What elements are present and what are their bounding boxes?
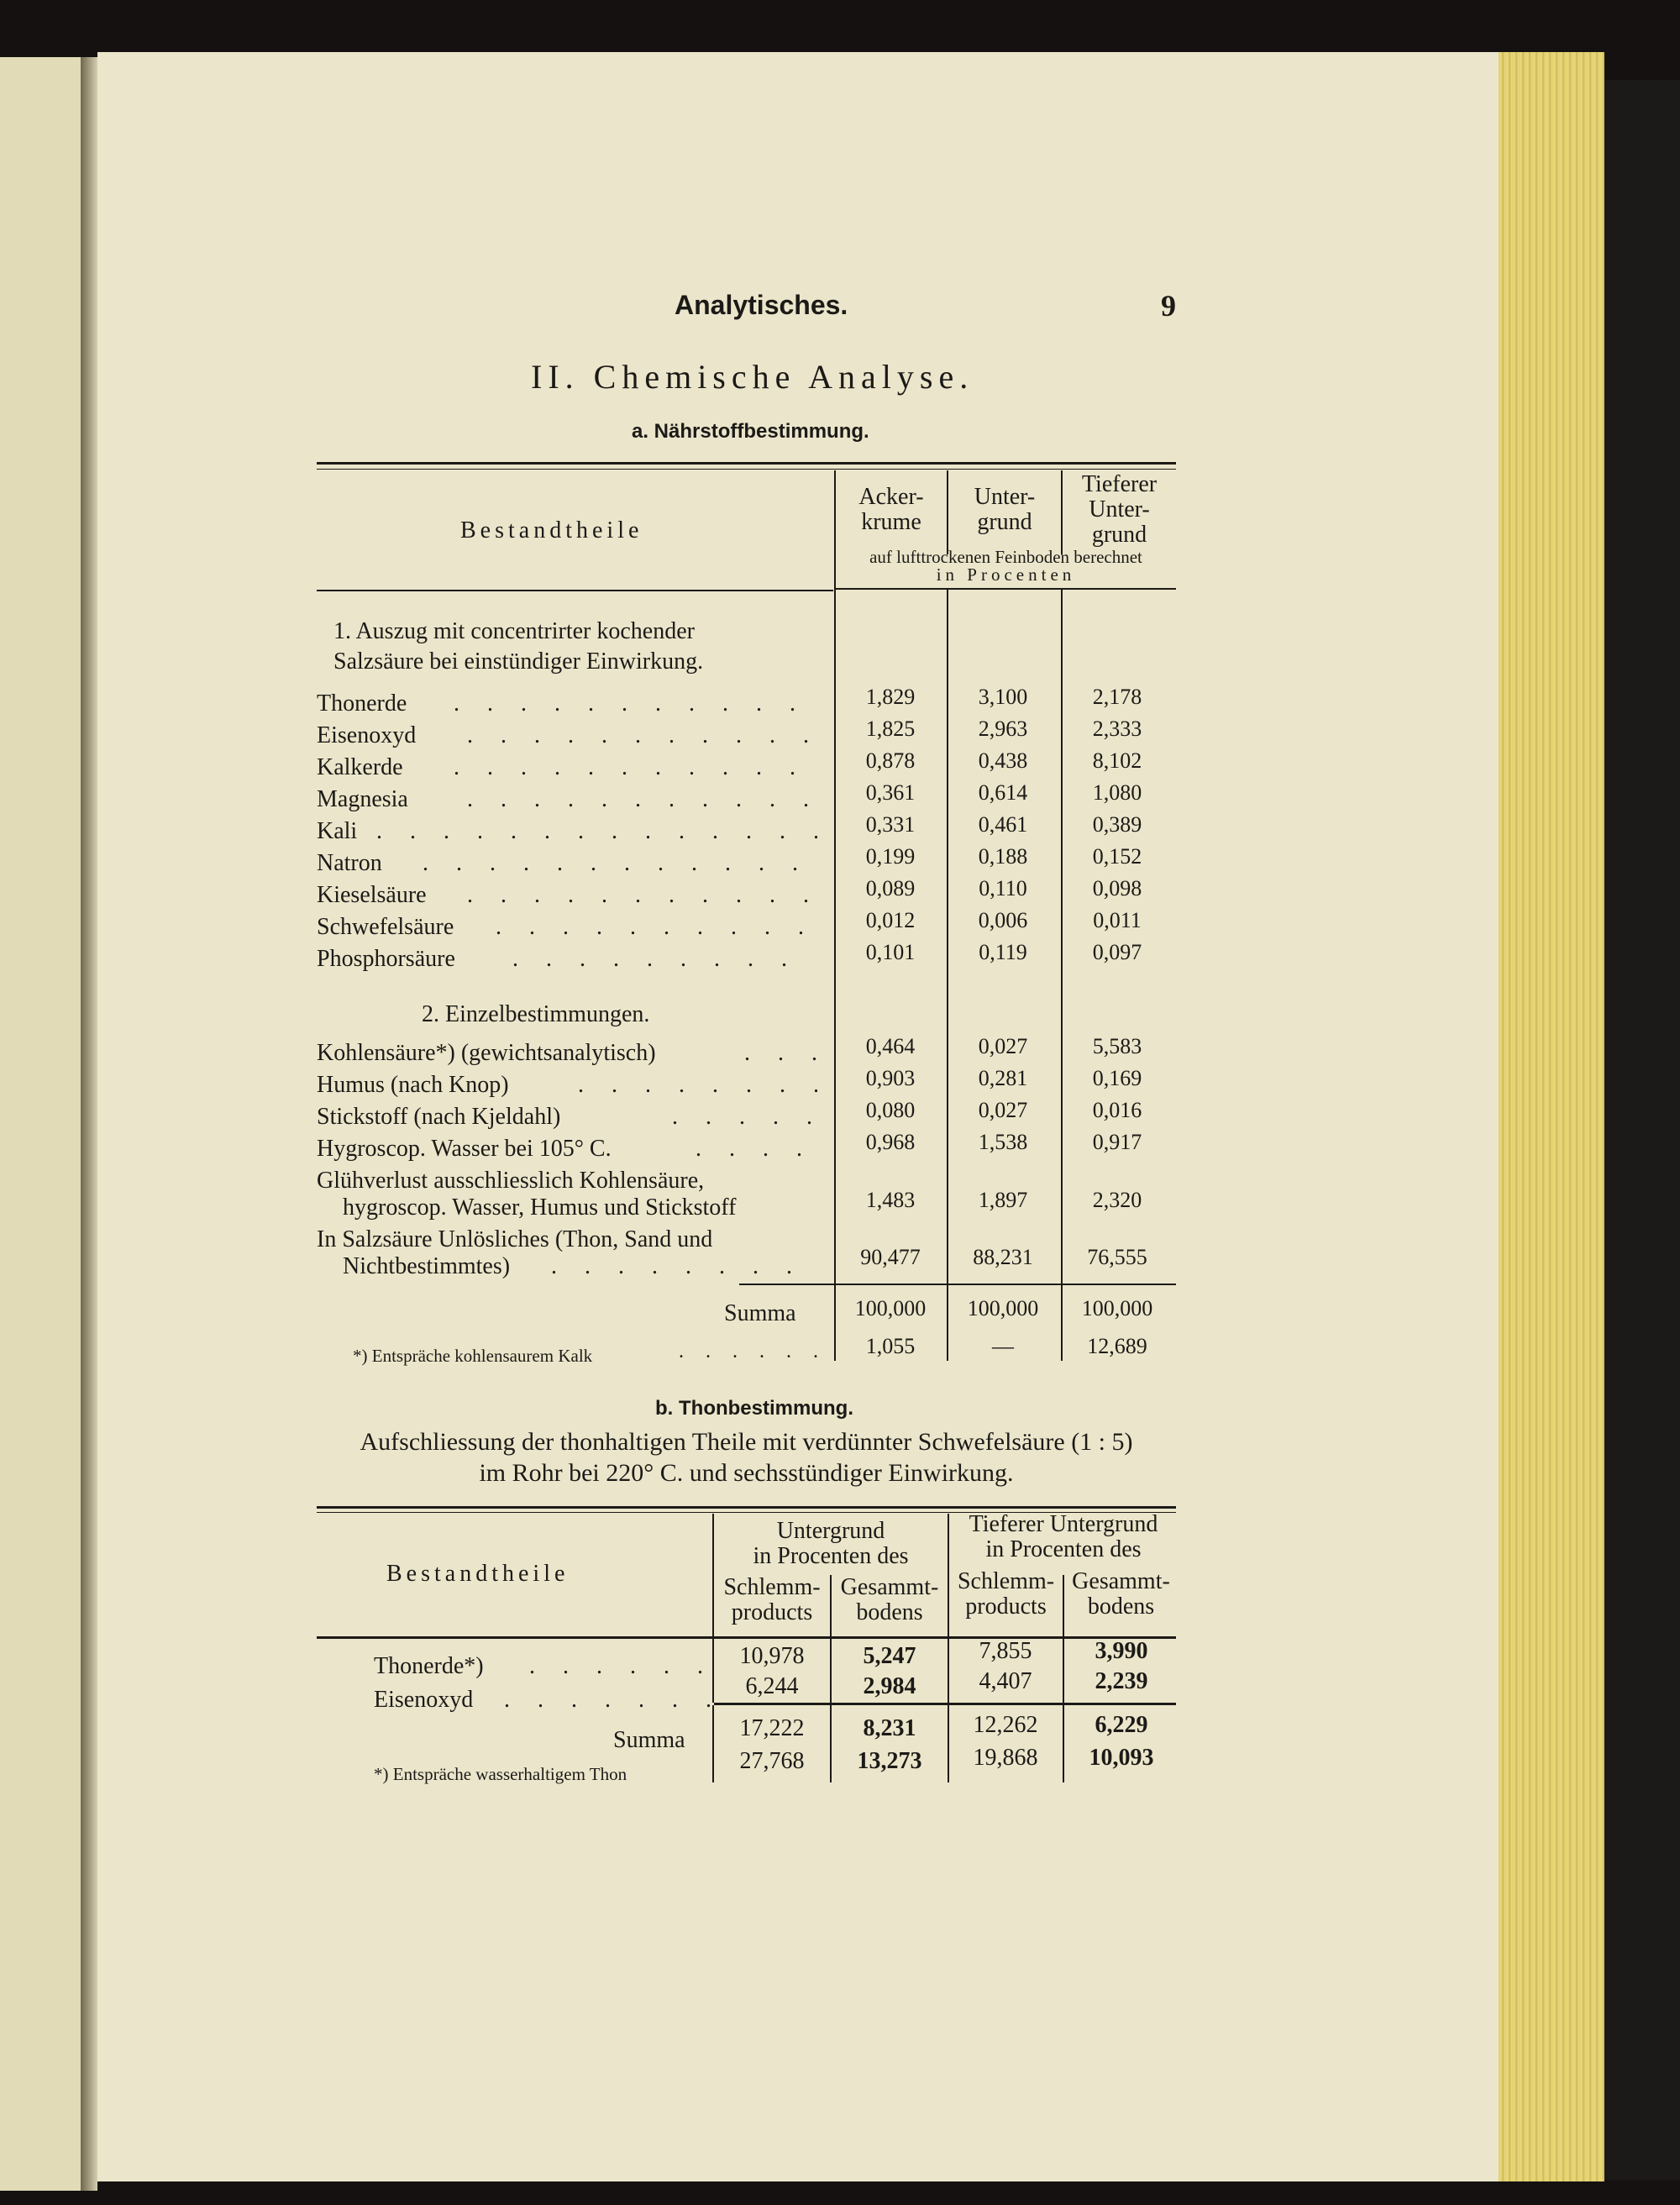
value-cell: 88,231: [973, 1245, 1033, 1269]
value-cell: 0,461: [978, 812, 1028, 837]
value-cell: 7,855: [979, 1638, 1032, 1664]
value-cell: 0,027: [978, 1034, 1028, 1058]
row-label-cont: hygroscop. Wasser, Humus und Stickstoff: [343, 1194, 737, 1221]
summa-value: 100,000: [854, 1296, 927, 1320]
value-cell: 0,152: [1092, 844, 1142, 869]
leader-dots: . . . . . . . . . . .: [454, 690, 806, 717]
book-cover: [1604, 80, 1680, 2180]
summa-value: 8,231: [863, 1715, 916, 1741]
row-label: Eisenoxyd: [374, 1687, 474, 1713]
leader-dots: . . . . .: [672, 1104, 823, 1130]
value-cell: 0,188: [978, 844, 1028, 869]
value-cell: 2,239: [1095, 1668, 1148, 1694]
table-b-summa-rule: [714, 1703, 1176, 1705]
leader-dots: . . . . . . . . . . .: [467, 722, 820, 748]
group1-heading-line1: 1. Auszug mit concentrirter kochender: [333, 618, 695, 644]
summa-label: Summa: [724, 1300, 796, 1326]
leader-dots: . . . . . . . . . . .: [467, 882, 820, 908]
value-cell: 76,555: [1087, 1245, 1147, 1269]
table-b-sub2-header: [832, 1575, 948, 1625]
summa-value: 12,262: [973, 1712, 1038, 1738]
row-label: Phosphorsäure: [317, 946, 455, 972]
group1-line1: Untergrund: [776, 1518, 885, 1544]
table-a-basis-line2: in Procenten: [936, 564, 1076, 585]
footnote-b-label: *) Entspräche wasserhaltigem Thon: [374, 1764, 627, 1784]
value-cell: 0,089: [865, 876, 916, 900]
value-cell: 0,903: [865, 1066, 916, 1090]
value-cell: 3,100: [978, 685, 1028, 709]
section-b-intro-line2: im Rohr bei 220° C. und sechsstündiger Einwirkung.: [479, 1459, 1014, 1487]
row-label: Glühverlust ausschliesslich Kohlensäure,: [317, 1168, 705, 1194]
footnote-value: 27,768: [739, 1748, 805, 1774]
row-label: Thonerde*): [374, 1653, 484, 1679]
col2-line2: grund: [977, 509, 1032, 535]
row-label-cont: Nichtbestimmtes): [343, 1253, 511, 1279]
summa-value: 6,229: [1095, 1712, 1148, 1738]
leader-dots: . . . .: [696, 1136, 813, 1162]
value-cell: 0,438: [978, 748, 1028, 773]
sub4-line2: bodens: [1087, 1593, 1155, 1620]
row-label: In Salzsäure Unlösliches (Thon, Sand und: [317, 1226, 713, 1252]
leader-dots: . . . . . . . . . . .: [467, 786, 820, 812]
value-cell: 2,178: [1092, 685, 1142, 709]
leader-dots: . . . . . . . . .: [512, 946, 798, 972]
table-a-col3-header: [1063, 472, 1176, 548]
running-head-title: Analytisches.: [675, 290, 848, 320]
leader-dots: . . . . . . .: [504, 1687, 722, 1713]
section-b-title: b. Thonbestimmung.: [655, 1397, 853, 1420]
sub3-line2: products: [965, 1593, 1047, 1620]
value-cell: 2,984: [863, 1673, 916, 1699]
table-a-top-rule-thin: [317, 469, 1176, 470]
value-cell: 1,829: [865, 685, 916, 709]
leader-dots: . . .: [744, 1040, 828, 1066]
table-b-sub3-header: [949, 1569, 1063, 1620]
leader-dots: . . . . . . . .: [551, 1253, 803, 1279]
row-label: Thonerde: [317, 690, 407, 717]
footnote-value: 19,868: [973, 1745, 1038, 1771]
value-cell: 0,012: [865, 908, 916, 932]
table-b-sub4-header: [1064, 1569, 1178, 1620]
left-page-edge: [0, 57, 87, 2191]
summa-value: 100,000: [1081, 1296, 1153, 1320]
table-a-col1-header: [836, 485, 947, 535]
value-cell: 0,331: [865, 812, 916, 837]
value-cell: 0,614: [978, 780, 1028, 805]
value-cell: 90,477: [860, 1245, 921, 1269]
gutter-shadow: [81, 57, 97, 2191]
table-a-summa-rule: [739, 1284, 1176, 1285]
summa-value: 100,000: [967, 1296, 1039, 1320]
page-block-edge: [1499, 52, 1604, 2181]
table-b-group2-header: [949, 1512, 1178, 1562]
footnote-value: 13,273: [857, 1748, 922, 1774]
table-b-rowhead: Bestandtheile: [386, 1561, 570, 1587]
col2-line1: Unter-: [974, 484, 1036, 510]
value-cell: 0,006: [978, 908, 1028, 932]
sub2-line1: Gesammt-: [840, 1574, 939, 1600]
sub3-line1: Schlemm-: [957, 1568, 1055, 1594]
value-cell: 0,110: [979, 876, 1027, 900]
leader-dots: . . . . . .: [529, 1653, 714, 1679]
row-label: Eisenoxyd: [317, 722, 417, 748]
footnote-value: 1,055: [865, 1334, 916, 1358]
group1-heading-line2: Salzsäure bei einstündiger Einwirkung.: [333, 648, 704, 675]
group2-line1: Tieferer Untergrund: [969, 1511, 1158, 1537]
table-b-col-divider-1-summa: [712, 1705, 714, 1782]
value-cell: 1,825: [865, 717, 916, 741]
table-a-top-rule: [317, 462, 1176, 465]
row-label: Natron: [317, 850, 382, 876]
leader-dots: . . . . . . . . . . . .: [423, 850, 809, 876]
leader-dots: . . . . . . . . . . . . . .: [376, 818, 830, 844]
row-label: Schwefelsäure: [317, 914, 454, 940]
value-cell: 1,538: [978, 1130, 1028, 1154]
group2-line2: in Procenten des: [985, 1536, 1142, 1562]
col1-line2: krume: [861, 509, 921, 535]
value-cell: 2,320: [1092, 1188, 1142, 1212]
value-cell: 2,963: [978, 717, 1028, 741]
row-label: Kali: [317, 818, 358, 844]
group1-line2: in Procenten des: [753, 1543, 909, 1569]
value-cell: 0,361: [865, 780, 916, 805]
row-label: Stickstoff (nach Kjeldahl): [317, 1104, 561, 1130]
value-cell: 0,101: [865, 940, 916, 964]
col3-line2: Unter-: [1089, 496, 1150, 522]
value-cell: 4,407: [979, 1668, 1032, 1694]
value-cell: 0,169: [1092, 1066, 1142, 1090]
value-cell: 1,080: [1092, 780, 1142, 805]
value-cell: 5,247: [863, 1643, 916, 1669]
col1-line1: Acker-: [858, 484, 924, 510]
footnote-value: 12,689: [1087, 1334, 1147, 1358]
value-cell: 0,464: [865, 1034, 916, 1058]
row-label: Kalkerde: [317, 754, 403, 780]
leader-dots: . . . . . .: [679, 1341, 827, 1362]
section-a-title: a. Nährstoffbestimmung.: [632, 420, 869, 443]
summa-label: Summa: [613, 1727, 685, 1753]
table-a-rowhead: Bestandtheile: [460, 517, 643, 543]
sub1-line2: products: [731, 1599, 813, 1625]
value-cell: 0,968: [865, 1130, 916, 1154]
main-title: II. Chemische Analyse.: [531, 358, 974, 396]
row-label: Kohlensäure*) (gewichtsanalytisch): [317, 1040, 656, 1066]
sub4-line1: Gesammt-: [1072, 1568, 1170, 1594]
value-cell: 0,281: [978, 1066, 1028, 1090]
value-cell: 0,016: [1092, 1098, 1142, 1122]
table-b-sub1-header: [714, 1575, 830, 1625]
col3-line3: grund: [1091, 522, 1147, 548]
value-cell: 0,098: [1092, 876, 1142, 900]
table-a-basis-line1: auf lufttrockenen Feinboden berechnet: [869, 547, 1142, 567]
value-cell: 0,011: [1093, 908, 1142, 932]
table-a-header-rule-left: [317, 590, 833, 591]
footnote-a-label: *) Entspräche kohlensaurem Kalk: [353, 1346, 593, 1366]
table-b-group1-header: [714, 1519, 948, 1569]
sub1-line1: Schlemm-: [723, 1574, 821, 1600]
table-a-header-rule: [834, 588, 1176, 590]
value-cell: 0,878: [865, 748, 916, 773]
leader-dots: . . . . . . . . . . .: [454, 754, 806, 780]
value-cell: 1,897: [978, 1188, 1028, 1212]
value-cell: 0,917: [1092, 1130, 1142, 1154]
value-cell: 3,990: [1095, 1638, 1148, 1664]
value-cell: 2,333: [1092, 717, 1142, 741]
group2-heading: 2. Einzelbestimmungen.: [422, 1001, 650, 1027]
sub2-line2: bodens: [856, 1599, 923, 1625]
page-number: 9: [1161, 289, 1176, 323]
leader-dots: . . . . . . . . . .: [496, 914, 815, 940]
value-cell: 0,119: [979, 940, 1027, 964]
leader-dots: . . . . . . . .: [578, 1072, 830, 1098]
value-cell: 5,583: [1092, 1034, 1142, 1058]
row-label: Humus (nach Knop): [317, 1072, 509, 1098]
summa-value: 17,222: [739, 1715, 805, 1741]
value-cell: 6,244: [745, 1673, 799, 1699]
table-a-col2-header: [948, 485, 1061, 535]
footnote-value: —: [992, 1334, 1014, 1358]
value-cell: 0,389: [1092, 812, 1142, 837]
section-b-intro-line1: Aufschliessung der thonhaltigen Theile mit verdünnter Schwefelsäure (1 : 5): [360, 1428, 1133, 1456]
row-label: Kieselsäure: [317, 882, 427, 908]
table-b-top-rule: [317, 1506, 1176, 1509]
row-label: Magnesia: [317, 786, 408, 812]
value-cell: 0,199: [865, 844, 916, 869]
value-cell: 1,483: [865, 1188, 916, 1212]
value-cell: 0,027: [978, 1098, 1028, 1122]
value-cell: 0,080: [865, 1098, 916, 1122]
value-cell: 10,978: [739, 1643, 805, 1669]
footnote-value: 10,093: [1089, 1745, 1154, 1771]
col3-line1: Tieferer: [1081, 471, 1158, 497]
value-cell: 8,102: [1092, 748, 1142, 773]
value-cell: 0,097: [1092, 940, 1142, 964]
row-label: Hygroscop. Wasser bei 105° C.: [317, 1136, 612, 1162]
